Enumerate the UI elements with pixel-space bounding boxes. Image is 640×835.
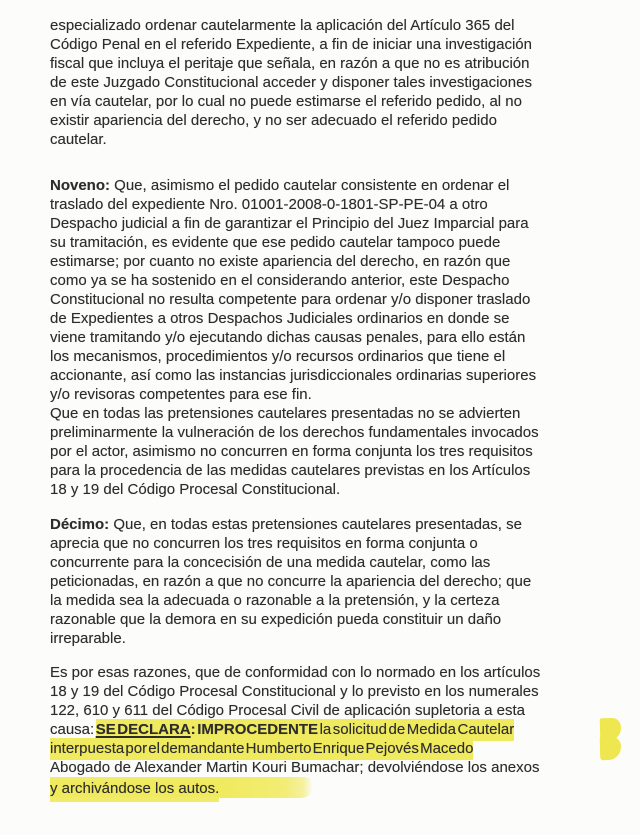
text-line bbox=[50, 233, 600, 252]
text-segment: cautelar. bbox=[50, 131, 107, 148]
text-segment: aprecia que no concurren los tres requisitos en forma conjunta o bbox=[50, 535, 478, 552]
highlighted-text: interpuesta por el demandante Humberto Enrique Pejovés Macedo bbox=[50, 740, 474, 757]
text-segment: 18 y 19 del Código Procesal Constitucional. bbox=[50, 481, 341, 498]
text-line bbox=[50, 739, 600, 758]
text-line bbox=[50, 682, 600, 701]
text-segment: estimarse; por cuanto no existe apariencia del derecho, en razón que bbox=[50, 253, 511, 270]
text-segment: existir apariencia del derecho, y no ser adecuado el referido pedido bbox=[50, 112, 497, 129]
text-line bbox=[50, 629, 600, 648]
text-line bbox=[50, 442, 600, 461]
text-segment: la medida sea la adecuada o razonable a la pretensión, y la certeza bbox=[50, 592, 500, 609]
text-segment: fiscal que incluya el peritaje que señala, en razón a que no es atribución bbox=[50, 55, 530, 72]
text-segment: Noveno: bbox=[50, 177, 110, 194]
text-line bbox=[50, 480, 600, 499]
text-line bbox=[50, 534, 600, 553]
text-line bbox=[50, 610, 600, 629]
text-line bbox=[50, 290, 600, 309]
text-line bbox=[50, 347, 600, 366]
text-segment: Que, asimismo el pedido cautelar consistente en ordenar el bbox=[110, 177, 510, 194]
text-line bbox=[50, 385, 600, 404]
text-segment: y/o revisoras competentes para ese fin. bbox=[50, 386, 312, 403]
text-segment: especializado ordenar cautelarmente la aplicación del Artículo 365 del bbox=[50, 17, 515, 34]
text-segment: viene tramitando y/o ejecutando dichas causas penales, para ello están bbox=[50, 329, 526, 346]
highlighted-text: : bbox=[190, 721, 198, 738]
highlighted-text: IMPROCEDENTE bbox=[197, 721, 319, 738]
paragraph-decimo bbox=[50, 515, 600, 648]
text-segment: 18 y 19 del Código Procesal Constitucional y lo previsto en los numerales bbox=[50, 683, 539, 700]
text-line bbox=[50, 553, 600, 572]
text-segment: accionante, así como las instancias jurisdiccionales ordinarias superiores bbox=[50, 367, 537, 384]
text-line bbox=[50, 130, 600, 149]
text-segment: concurrente para la concecisión de una medida cautelar, como las bbox=[50, 554, 491, 571]
text-line bbox=[50, 328, 600, 347]
text-line bbox=[50, 720, 600, 739]
text-segment: los mecanismos, procedimientos y/o recursos ordinarios que tiene el bbox=[50, 348, 506, 365]
text-segment: como ya se ha sostenido en el considerando anterior, este Despacho bbox=[50, 272, 510, 289]
text-line bbox=[50, 758, 600, 777]
paragraph-noveno bbox=[50, 176, 600, 499]
highlighted-text: y archivándose los autos. bbox=[50, 780, 220, 797]
text-line bbox=[50, 663, 600, 682]
text-line bbox=[50, 515, 600, 534]
text-segment: Que, en todas estas pretensiones cautelares presentadas, se bbox=[109, 516, 522, 533]
document-body bbox=[50, 16, 600, 796]
text-line bbox=[50, 423, 600, 442]
text-segment: de Expedientes a otros Despachos Judiciales ordinarios en donde se bbox=[50, 310, 510, 327]
text-line bbox=[50, 271, 600, 290]
text-segment: razonable que la demora en su expedición pueda constituir un daño bbox=[50, 611, 502, 628]
text-segment: Código Penal en el referido Expediente, a fin de iniciar una investigación bbox=[50, 36, 532, 53]
text-segment: Despacho judicial a fin de garantizar el Principio del Juez Imparcial para bbox=[50, 215, 529, 232]
text-segment: Que en todas las pretensiones cautelares presentadas no se advierten bbox=[50, 405, 521, 422]
text-segment: Abogado de Alexander Martin Kouri Bumachar; devolviéndose los anexos bbox=[50, 759, 540, 776]
text-line bbox=[50, 404, 600, 423]
text-line bbox=[50, 366, 600, 385]
text-line bbox=[50, 111, 600, 130]
text-line bbox=[50, 701, 600, 720]
text-segment: irreparable. bbox=[50, 630, 126, 647]
text-line bbox=[50, 572, 600, 591]
text-line bbox=[50, 176, 600, 195]
marker-stroke bbox=[219, 777, 313, 798]
text-segment: en vía cautelar, por lo cual no puede estimarse el referido pedido, al no bbox=[50, 93, 522, 110]
text-segment: causa: bbox=[50, 721, 96, 738]
text-line bbox=[50, 214, 600, 233]
highlighted-text: SE DECLARA bbox=[95, 721, 191, 738]
text-segment: Constitucional no resulta competente para ordenar y/o disponer traslado bbox=[50, 291, 531, 308]
text-line bbox=[50, 252, 600, 271]
paragraph-octavo-continuation bbox=[50, 16, 600, 149]
text-line bbox=[50, 16, 600, 35]
text-line bbox=[50, 54, 600, 73]
text-line bbox=[50, 591, 600, 610]
text-segment: Es por esas razones, que de conformidad con lo normado en los artículos bbox=[50, 664, 541, 681]
text-segment: de este Juzgado Constitucional acceder y disponer tales investigaciones bbox=[50, 74, 532, 91]
text-segment: traslado del expediente Nro. 01001-2008-0-1801-SP-PE-04 a otro bbox=[50, 196, 488, 213]
text-segment: 122, 610 y 611 del Código Procesal Civil de aplicación supletoria a esta bbox=[50, 702, 526, 719]
text-segment: peticionadas, en razón a que no concurre la apariencia del derecho; que bbox=[50, 573, 532, 590]
text-segment: su tramitación, es evidente que ese pedido cautelar tampoco puede bbox=[50, 234, 501, 251]
text-line bbox=[50, 461, 600, 480]
text-segment: por el actor, asimismo no concurren en forma conjunta los tres requisitos bbox=[50, 443, 533, 460]
text-line bbox=[50, 73, 600, 92]
paragraph-resolution bbox=[50, 663, 600, 796]
text-segment: Décimo: bbox=[50, 516, 110, 533]
text-line bbox=[50, 92, 600, 111]
text-line bbox=[50, 195, 600, 214]
text-line bbox=[50, 777, 600, 796]
highlighted-text: la solicitud de Medida Cautelar bbox=[318, 721, 515, 738]
text-segment: preliminarmente la vulneración de los derechos fundamentales invocados bbox=[50, 424, 539, 441]
text-line bbox=[50, 35, 600, 54]
text-segment: para la procedencia de las medidas cautelares previstas en los Artículos bbox=[50, 462, 531, 479]
text-line bbox=[50, 309, 600, 328]
